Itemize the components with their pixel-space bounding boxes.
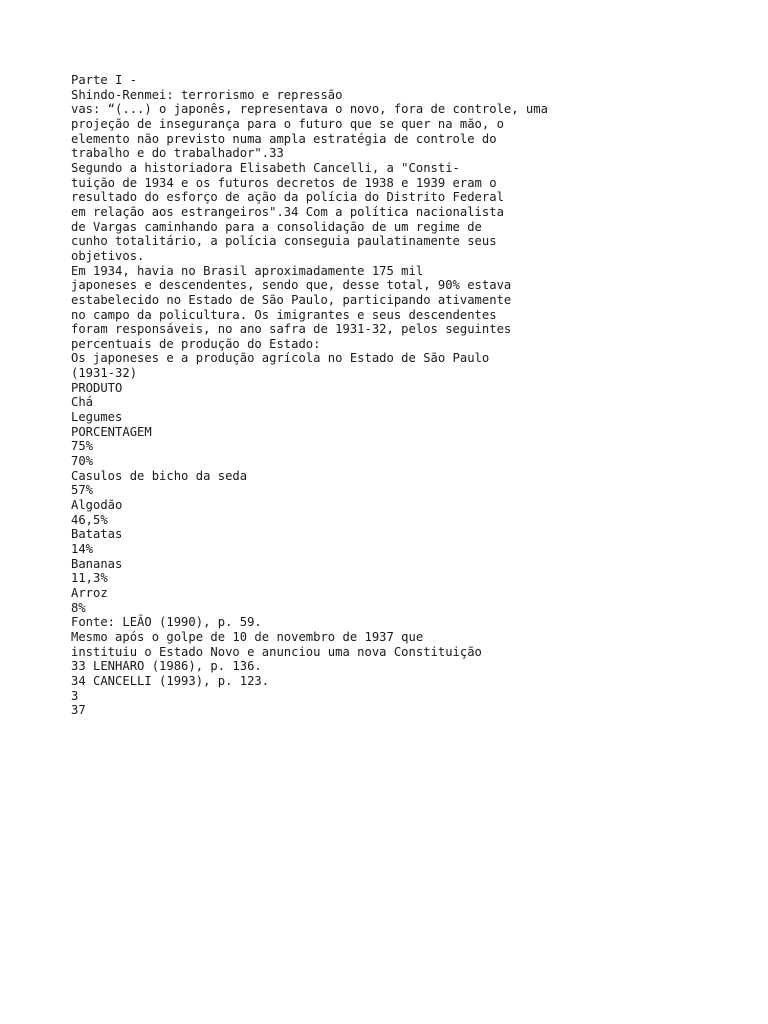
text-line: 8% (71, 600, 86, 615)
text-line: 46,5% (71, 512, 108, 527)
text-line: 70% (71, 454, 94, 469)
text-line: Bananas (71, 556, 123, 571)
text-line: cunho totalitário, a polícia conseguia paulatinamente seus (71, 234, 497, 249)
text-line: elemento não previsto numa ampla estratégia de controle do (71, 131, 497, 146)
text-line: PRODUTO (71, 380, 123, 395)
text-line: 14% (71, 542, 94, 556)
text-line: Chá (71, 395, 94, 410)
text-line: 3 (71, 688, 79, 703)
text-line: em relação aos estrangeiros".34 Com a política nacionalista (71, 204, 504, 219)
text-line: estabelecido no Estado de São Paulo, participando ativamente (71, 292, 512, 307)
text-line: Arroz (71, 585, 108, 600)
text-line: 57% (71, 483, 94, 498)
text-line: percentuais de produção do Estado: (71, 336, 321, 351)
text-block (71, 73, 751, 718)
text-line: Batatas (71, 527, 123, 542)
text-line: japoneses e descendentes, sendo que, desse total, 90% estava (71, 278, 512, 293)
text-line: projeção de insegurança para o futuro que se quer na mão, o (71, 116, 504, 131)
text-line: trabalho e do trabalhador".33 (71, 146, 284, 161)
text-line: Mesmo após o golpe de 10 de novembro de 1937 que (71, 629, 424, 644)
text-line: 34 CANCELLI (1993), p. 123. (71, 673, 270, 688)
text-line: resultado do esforço de ação da polícia do Distrito Federal (71, 190, 504, 205)
text-line: objetivos. (71, 248, 145, 263)
text-line: Parte I - (71, 73, 138, 87)
text-line: Os japoneses e a produção agrícola no Estado de São Paulo (71, 351, 490, 366)
text-line: 75% (71, 439, 94, 454)
text-line: 33 LENHARO (1986), p. 136. (71, 659, 262, 674)
text-line: PORCENTAGEM (71, 424, 152, 439)
text-line: instituiu o Estado Novo e anunciou uma nova Constituição (71, 644, 482, 659)
text-line: Segundo a historiadora Elisabeth Cancelli, a "Consti- (71, 160, 460, 175)
text-line: Algodão (71, 498, 123, 513)
text-line: tuição de 1934 e os futuros decretos de 1938 e 1939 eram o (71, 175, 497, 190)
text-line: vas: “(...) o japonês, representava o novo, fora de controle, uma (71, 102, 548, 117)
text-line: Shindo-Renmei: terrorismo e repressão (71, 87, 343, 102)
text-line: Fonte: LEÃO (1990), p. 59. (71, 615, 262, 630)
text-line: no campo da policultura. Os imigrantes e seus descendentes (71, 307, 497, 322)
text-line: 37 (71, 703, 86, 718)
text-line: Em 1934, havia no Brasil aproximadamente 175 mil (71, 263, 424, 278)
text-line: 11,3% (71, 571, 108, 586)
text-line: de Vargas caminhando para a consolidação de um regime de (71, 219, 482, 234)
document-page (71, 73, 751, 718)
text-line: (1931-32) (71, 366, 138, 381)
text-line: Legumes (71, 410, 123, 425)
text-line: Casulos de bicho da seda (71, 468, 248, 483)
text-line: foram responsáveis, no ano safra de 1931-32, pelos seguintes (71, 322, 512, 337)
